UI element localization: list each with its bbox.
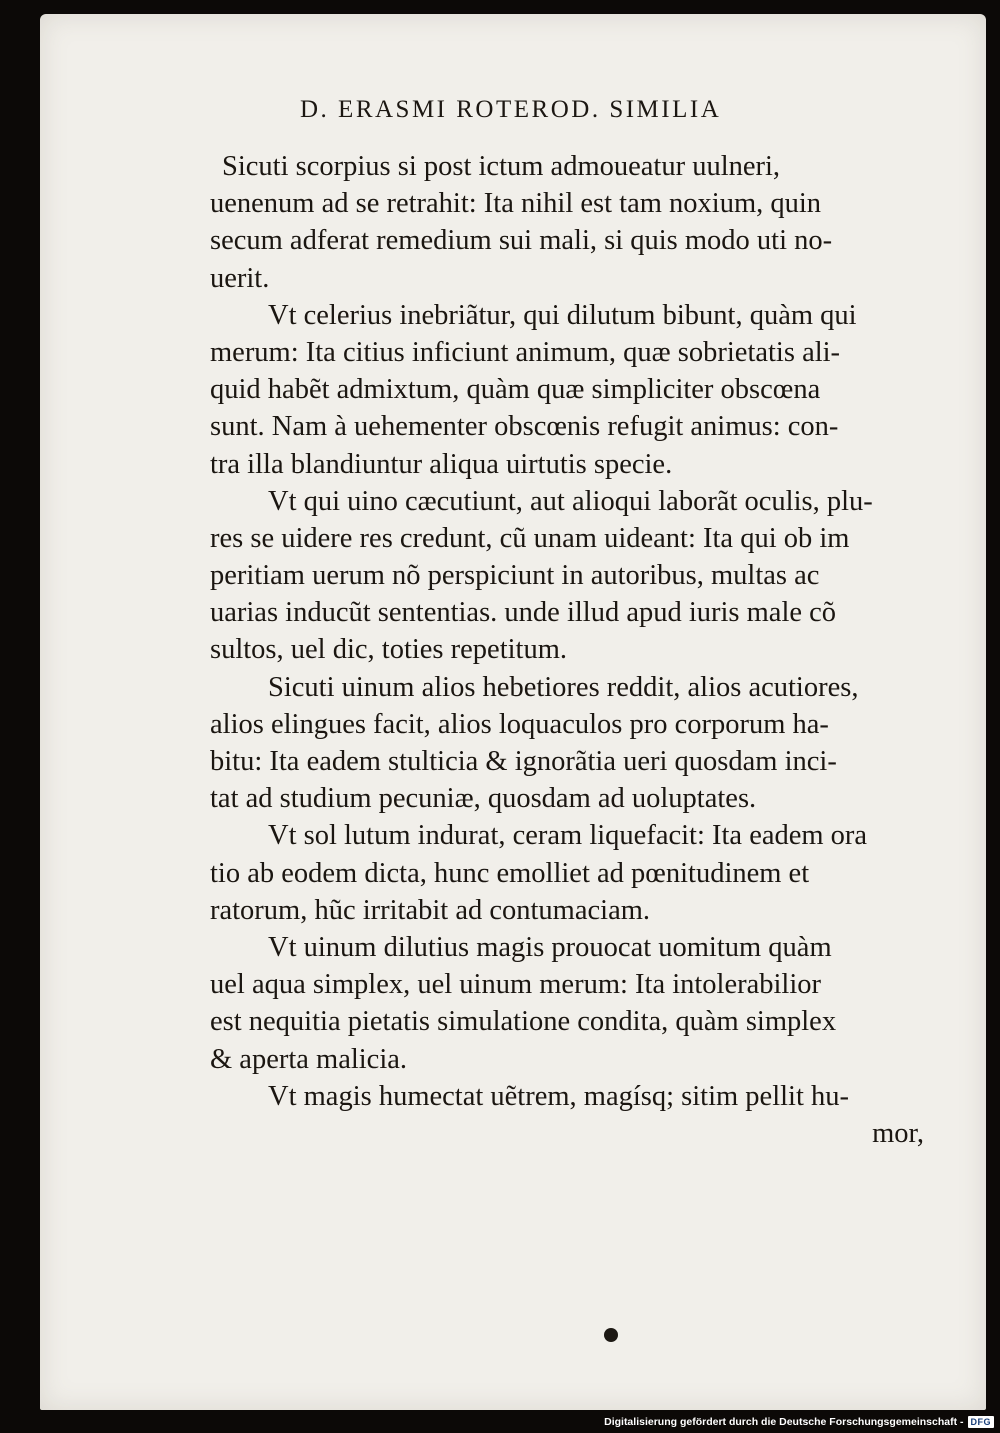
text-line: Vt qui uino cæcutiunt, aut alioqui laborãt oculis, plu- — [268, 485, 873, 517]
paragraph — [210, 148, 930, 297]
text-line: peritiam uerum nõ perspiciunt in autoribus, multas ac — [210, 560, 820, 592]
text-line: Sicuti scorpius si post ictum admoueatur uulneri, — [222, 151, 781, 182]
footer-credit-text: Digitalisierung gefördert durch die Deutsche Forschungsgemeinschaft - — [604, 1416, 964, 1428]
dfg-logo-icon: DFG — [968, 1416, 995, 1428]
text-line: Sicuti uinum alios hebetiores reddit, alios acutiores, — [268, 671, 859, 703]
text-line: tra illa blandiuntur aliqua uirtutis specie. — [210, 448, 673, 480]
text-line: uel aqua simplex, uel uinum merum: Ita intolerabilior — [210, 969, 822, 1001]
paragraph — [210, 929, 930, 1078]
text-line: uarias inducũt sententias. unde illud apud iuris male cõ — [210, 597, 837, 629]
paragraph — [210, 297, 930, 483]
text-line: est nequitia pietatis simulatione condita, quàm simplex — [210, 1006, 837, 1038]
text-line: tat ad studium pecuniæ, quosdam ad uoluptates. — [210, 783, 757, 815]
text-line: uerit. — [210, 262, 270, 294]
text-line: Vt magis humectat uẽtrem, magísq; sitim pellit hu- — [268, 1080, 849, 1112]
text-line: uenenum ad se retrahit: Ita nihil est tam noxium, quin — [210, 188, 822, 220]
signature-mark — [604, 1328, 618, 1342]
paragraph — [210, 1078, 930, 1152]
text-line: secum adferat remedium sui mali, si quis modo uti no- — [210, 225, 833, 257]
text-line: alios elingues facit, alios loquaculos pro corporum ha- — [210, 708, 829, 740]
text-line: & aperta malicia. — [210, 1043, 408, 1075]
catchword: mor, — [872, 1117, 924, 1149]
footer-credit — [604, 1414, 994, 1430]
text-line: ratorum, hũc irritabit ad contumaciam. — [210, 894, 651, 926]
text-line: Vt sol lutum indurat, ceram liquefacit: Ita eadem ora — [268, 820, 868, 852]
page-text — [210, 148, 930, 1152]
paragraph — [210, 669, 930, 818]
text-line: quid habẽt admixtum, quàm quæ simpliciter obscœna — [210, 374, 821, 406]
text-line: Vt uinum dilutius magis prouocat uomitum quàm — [268, 931, 832, 963]
running-head: D. ERASMI ROTEROD. SIMILIA — [300, 96, 722, 123]
text-line: tio ab eodem dicta, hunc emolliet ad pœnitudinem et — [210, 857, 810, 889]
text-line: merum: Ita citius inficiunt animum, quæ sobrietatis ali- — [210, 336, 841, 368]
text-line: sultos, uel dic, toties repetitum. — [210, 634, 567, 666]
text-line: Vt celerius inebriãtur, qui dilutum bibunt, quàm qui — [268, 299, 857, 331]
paragraph — [210, 483, 930, 669]
text-line: res se uidere res credunt, cũ unam uideant: Ita qui ob im — [210, 522, 850, 554]
paragraph — [210, 817, 930, 929]
text-line: sunt. Nam à uehementer obscœnis refugit animus: con- — [210, 411, 839, 443]
text-line: bitu: Ita eadem stulticia & ignorãtia ueri quosdam inci- — [210, 746, 837, 777]
